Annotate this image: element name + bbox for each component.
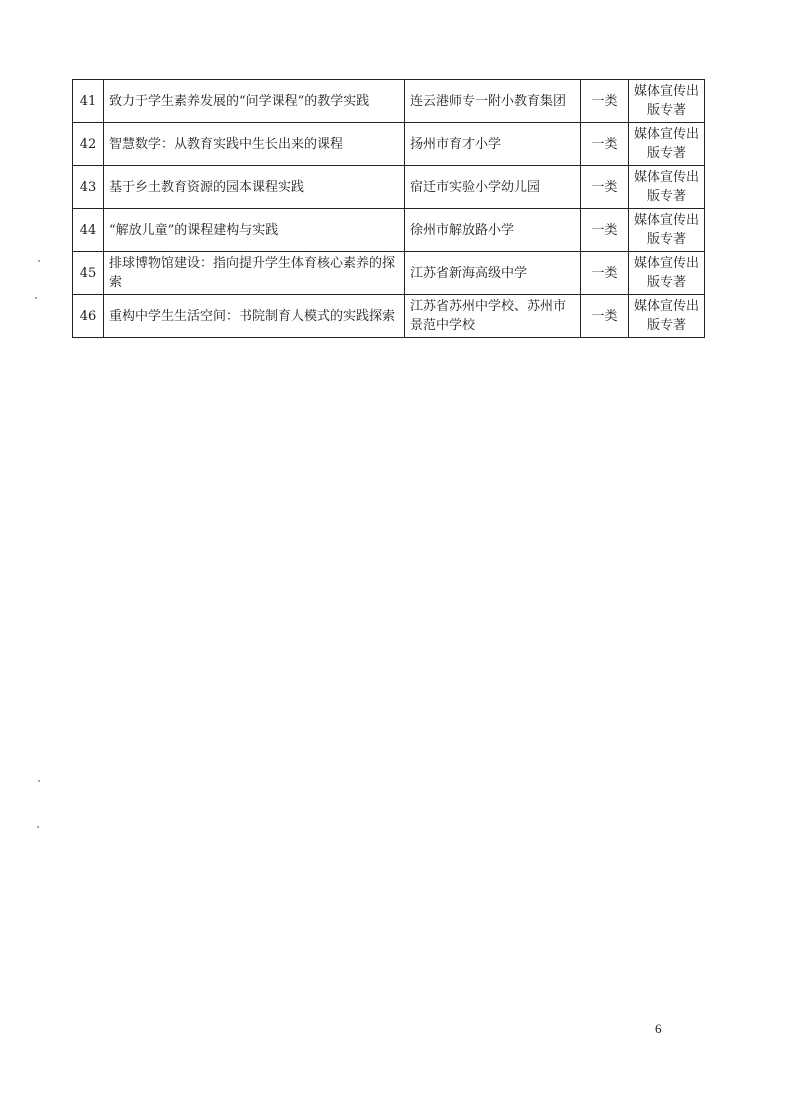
- award-grade: 一类: [581, 209, 629, 252]
- project-title: 致力于学生素养发展的“问学课程”的教学实践: [104, 80, 405, 123]
- row-number: 46: [73, 295, 104, 338]
- scan-speck: [38, 780, 40, 782]
- school-name: 连云港师专一附小教育集团: [405, 80, 581, 123]
- row-number: 42: [73, 123, 104, 166]
- table-row: [73, 123, 705, 166]
- result-form: 媒体宣传出版专著: [629, 252, 705, 295]
- school-name: 宿迁市实验小学幼儿园: [405, 166, 581, 209]
- project-title: “解放儿童”的课程建构与实践: [104, 209, 405, 252]
- row-number: 43: [73, 166, 104, 209]
- table-row: [73, 252, 705, 295]
- table-row: [73, 209, 705, 252]
- project-title: 重构中学生生活空间：书院制育人模式的实践探索: [104, 295, 405, 338]
- scan-speck: [38, 260, 40, 262]
- result-form: 媒体宣传出版专著: [629, 166, 705, 209]
- school-name: 江苏省新海高级中学: [405, 252, 581, 295]
- school-name: 江苏省苏州中学校、苏州市景范中学校: [405, 295, 581, 338]
- results-table: [72, 79, 705, 338]
- project-title: 智慧数学：从教育实践中生长出来的课程: [104, 123, 405, 166]
- result-form: 媒体宣传出版专著: [629, 295, 705, 338]
- school-name: 扬州市育才小学: [405, 123, 581, 166]
- scan-speck: [37, 826, 39, 828]
- row-number: 44: [73, 209, 104, 252]
- award-grade: 一类: [581, 252, 629, 295]
- table-row: [73, 80, 705, 123]
- result-form: 媒体宣传出版专著: [629, 80, 705, 123]
- page-number: 6: [655, 1021, 662, 1036]
- result-form: 媒体宣传出版专著: [629, 123, 705, 166]
- scan-speck: [35, 297, 37, 299]
- row-number: 45: [73, 252, 104, 295]
- table-row: [73, 166, 705, 209]
- award-grade: 一类: [581, 295, 629, 338]
- award-grade: 一类: [581, 166, 629, 209]
- project-title: 排球博物馆建设：指向提升学生体育核心素养的探索: [104, 252, 405, 295]
- row-number: 41: [73, 80, 104, 123]
- table-row: [73, 295, 705, 338]
- result-form: 媒体宣传出版专著: [629, 209, 705, 252]
- school-name: 徐州市解放路小学: [405, 209, 581, 252]
- award-grade: 一类: [581, 80, 629, 123]
- award-grade: 一类: [581, 123, 629, 166]
- project-title: 基于乡土教育资源的园本课程实践: [104, 166, 405, 209]
